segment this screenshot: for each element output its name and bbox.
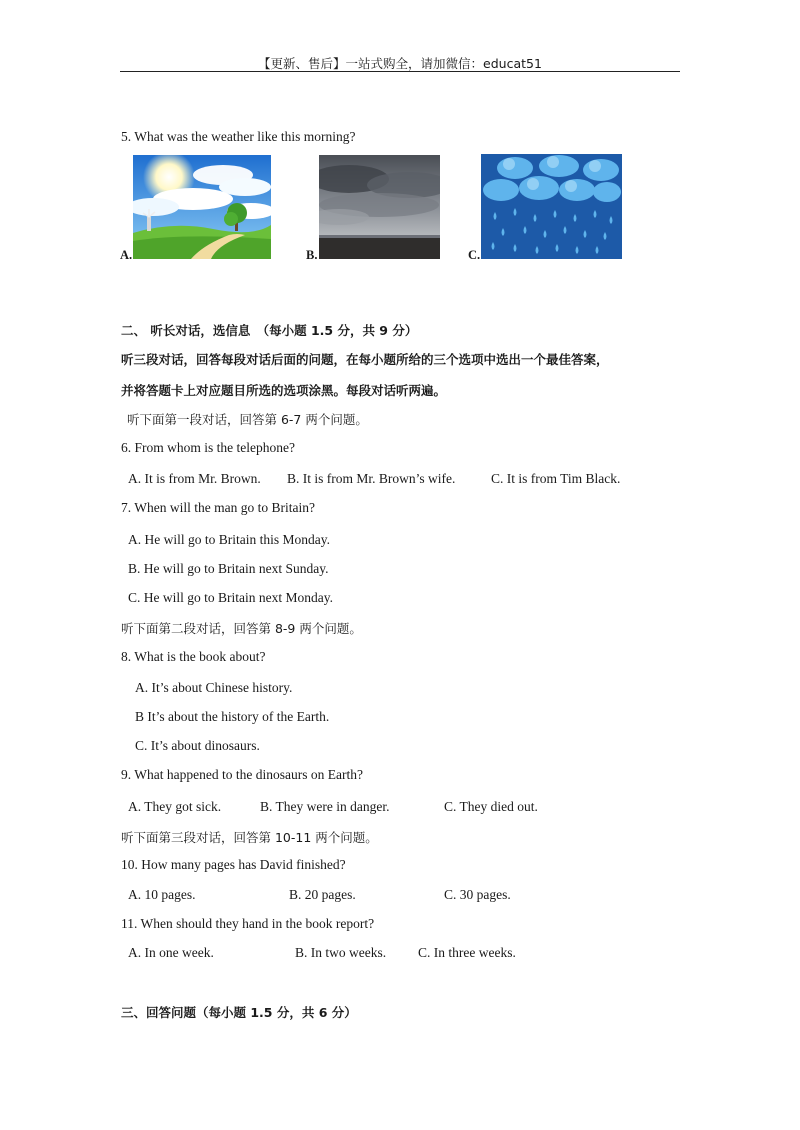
q9-option-b: B. They were in danger.	[260, 799, 390, 814]
q7-option-b: B. He will go to Britain next Sunday.	[128, 561, 329, 576]
dialog3-intro: 听下面第三段对话，回答第 10-11 两个问题。	[121, 830, 378, 845]
q5-question: 5. What was the weather like this morning?	[121, 129, 356, 144]
q5-option-a-label: A.	[120, 248, 133, 262]
section2-title: 二、 听长对话，选信息 （每小题 1.5 分，共 9 分）	[121, 323, 418, 338]
q11-option-b: B. In two weeks.	[295, 945, 387, 960]
section2-instructions-line2: 并将答题卡上对应题目所选的选项涂黑。每段对话听两遍。	[121, 383, 447, 398]
q8-option-c: C. It’s about dinosaurs.	[135, 738, 260, 753]
q7-option-c: C. He will go to Britain next Monday.	[128, 590, 333, 605]
q10-question: 10. How many pages has David finished?	[121, 857, 346, 872]
q6-option-b: B. It is from Mr. Brown’s wife.	[287, 471, 456, 486]
rainy-weather-image	[481, 154, 622, 259]
q9-question: 9. What happened to the dinosaurs on Earth?	[121, 767, 363, 782]
q8-option-a: A. It’s about Chinese history.	[135, 680, 293, 695]
q11-question: 11. When should they hand in the book report?	[121, 916, 375, 931]
q10-option-c: C. 30 pages.	[444, 887, 511, 902]
q6-option-c: C. It is from Tim Black.	[491, 471, 621, 486]
dialog1-intro: 听下面第一段对话，回答第 6-7 两个问题。	[127, 412, 368, 427]
header-rule	[120, 71, 680, 72]
section2-instructions-line1: 听三段对话，回答每段对话后面的问题，在每小题所给的三个选项中选出一个最佳答案，	[121, 352, 609, 367]
q6-option-a: A. It is from Mr. Brown.	[128, 471, 261, 486]
dialog2-intro: 听下面第二段对话，回答第 8-9 两个问题。	[121, 621, 362, 636]
q9-option-c: C. They died out.	[444, 799, 538, 814]
q6-question: 6. From whom is the telephone?	[121, 440, 295, 455]
q5-option-c-label: C.	[468, 248, 481, 262]
page-header: 【更新、售后】一站式购全，请加微信：educat51	[258, 56, 542, 71]
cloudy-weather-image	[319, 155, 440, 259]
q5-option-b-label: B.	[306, 248, 318, 262]
q9-option-a: A. They got sick.	[128, 799, 222, 814]
q11-option-c: C. In three weeks.	[418, 945, 516, 960]
q8-option-b: B It’s about the history of the Earth.	[135, 709, 330, 724]
q7-option-a: A. He will go to Britain this Monday.	[128, 532, 330, 547]
q10-option-b: B. 20 pages.	[289, 887, 356, 902]
q11-option-a: A. In one week.	[128, 945, 214, 960]
q10-option-a: A. 10 pages.	[128, 887, 196, 902]
section3-title: 三、回答问题（每小题 1.5 分，共 6 分）	[121, 1005, 357, 1020]
q8-question: 8. What is the book about?	[121, 649, 266, 664]
q7-question: 7. When will the man go to Britain?	[121, 500, 315, 515]
sunny-weather-image	[133, 155, 271, 259]
